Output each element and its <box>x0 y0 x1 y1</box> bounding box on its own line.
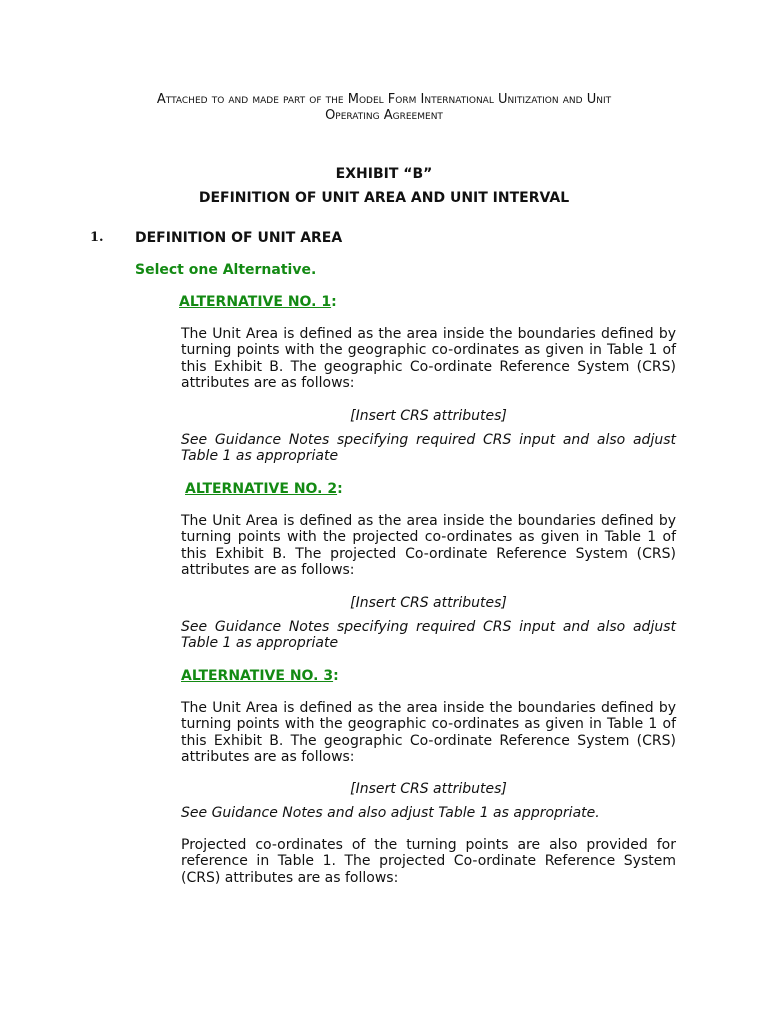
alternative-2-insert: [Insert CRS attributes] <box>350 595 507 611</box>
exhibit-title: EXHIBIT “B” <box>335 166 433 182</box>
alternative-1-insert: [Insert CRS attributes] <box>350 408 507 424</box>
alternative-1-colon: : <box>331 294 337 310</box>
section-number: 1. <box>90 230 104 245</box>
alternative-2-colon: : <box>337 481 343 497</box>
alternative-1-body: The Unit Area is defined as the area inside the boundaries defined by turning points with the geographic co-ordinates as given in Table 1 of this Exhibit B. The geographic Co-ordinate Reference System (CRS) attributes are as follows: <box>181 326 676 392</box>
alternative-3-body: The Unit Area is defined as the area inside the boundaries defined by turning points with the geographic co-ordinates as given in Table 1 of this Exhibit B. The geographic Co-ordinate Reference System (CRS) attributes are as follows: <box>181 700 676 766</box>
alternative-2-heading <box>185 481 343 497</box>
alternative-1-heading <box>179 294 337 310</box>
alternative-3-colon: : <box>333 668 339 684</box>
exhibit-subtitle: DEFINITION OF UNIT AREA AND UNIT INTERVAL <box>198 190 570 206</box>
alternative-3-insert: [Insert CRS attributes] <box>350 781 507 797</box>
alternative-3-projected-note: Projected co-ordinates of the turning points are also provided for reference in Table 1. The projected Co-ordinate Reference System (CRS) attributes are as follows: <box>181 837 676 886</box>
select-alternative-note: Select one Alternative. <box>135 262 317 278</box>
alternative-3-link: ALTERNATIVE NO. 3 <box>181 668 334 684</box>
header-line-2: Operating Agreement <box>325 108 443 123</box>
header-line-1: Attached to and made part of the Model Form International Unitization and Unit <box>156 92 612 107</box>
alternative-2-link: ALTERNATIVE NO. 2 <box>185 481 338 497</box>
section-title: DEFINITION OF UNIT AREA <box>135 230 343 246</box>
document-header <box>100 92 668 124</box>
alternative-1-note: See Guidance Notes specifying required CRS input and also adjust Table 1 as appropriate <box>181 432 676 465</box>
alternative-3-heading <box>181 668 339 684</box>
alternative-3-note: See Guidance Notes and also adjust Table 1 as appropriate. <box>181 805 600 821</box>
alternative-2-note: See Guidance Notes specifying required CRS input and also adjust Table 1 as appropriate <box>181 619 676 652</box>
alternative-2-body: The Unit Area is defined as the area inside the boundaries defined by turning points with the projected co-ordinates as given in Table 1 of this Exhibit B. The projected Co-ordinate Reference System (CRS) attributes are as follows: <box>181 513 676 579</box>
alternative-1-link: ALTERNATIVE NO. 1 <box>179 294 332 310</box>
